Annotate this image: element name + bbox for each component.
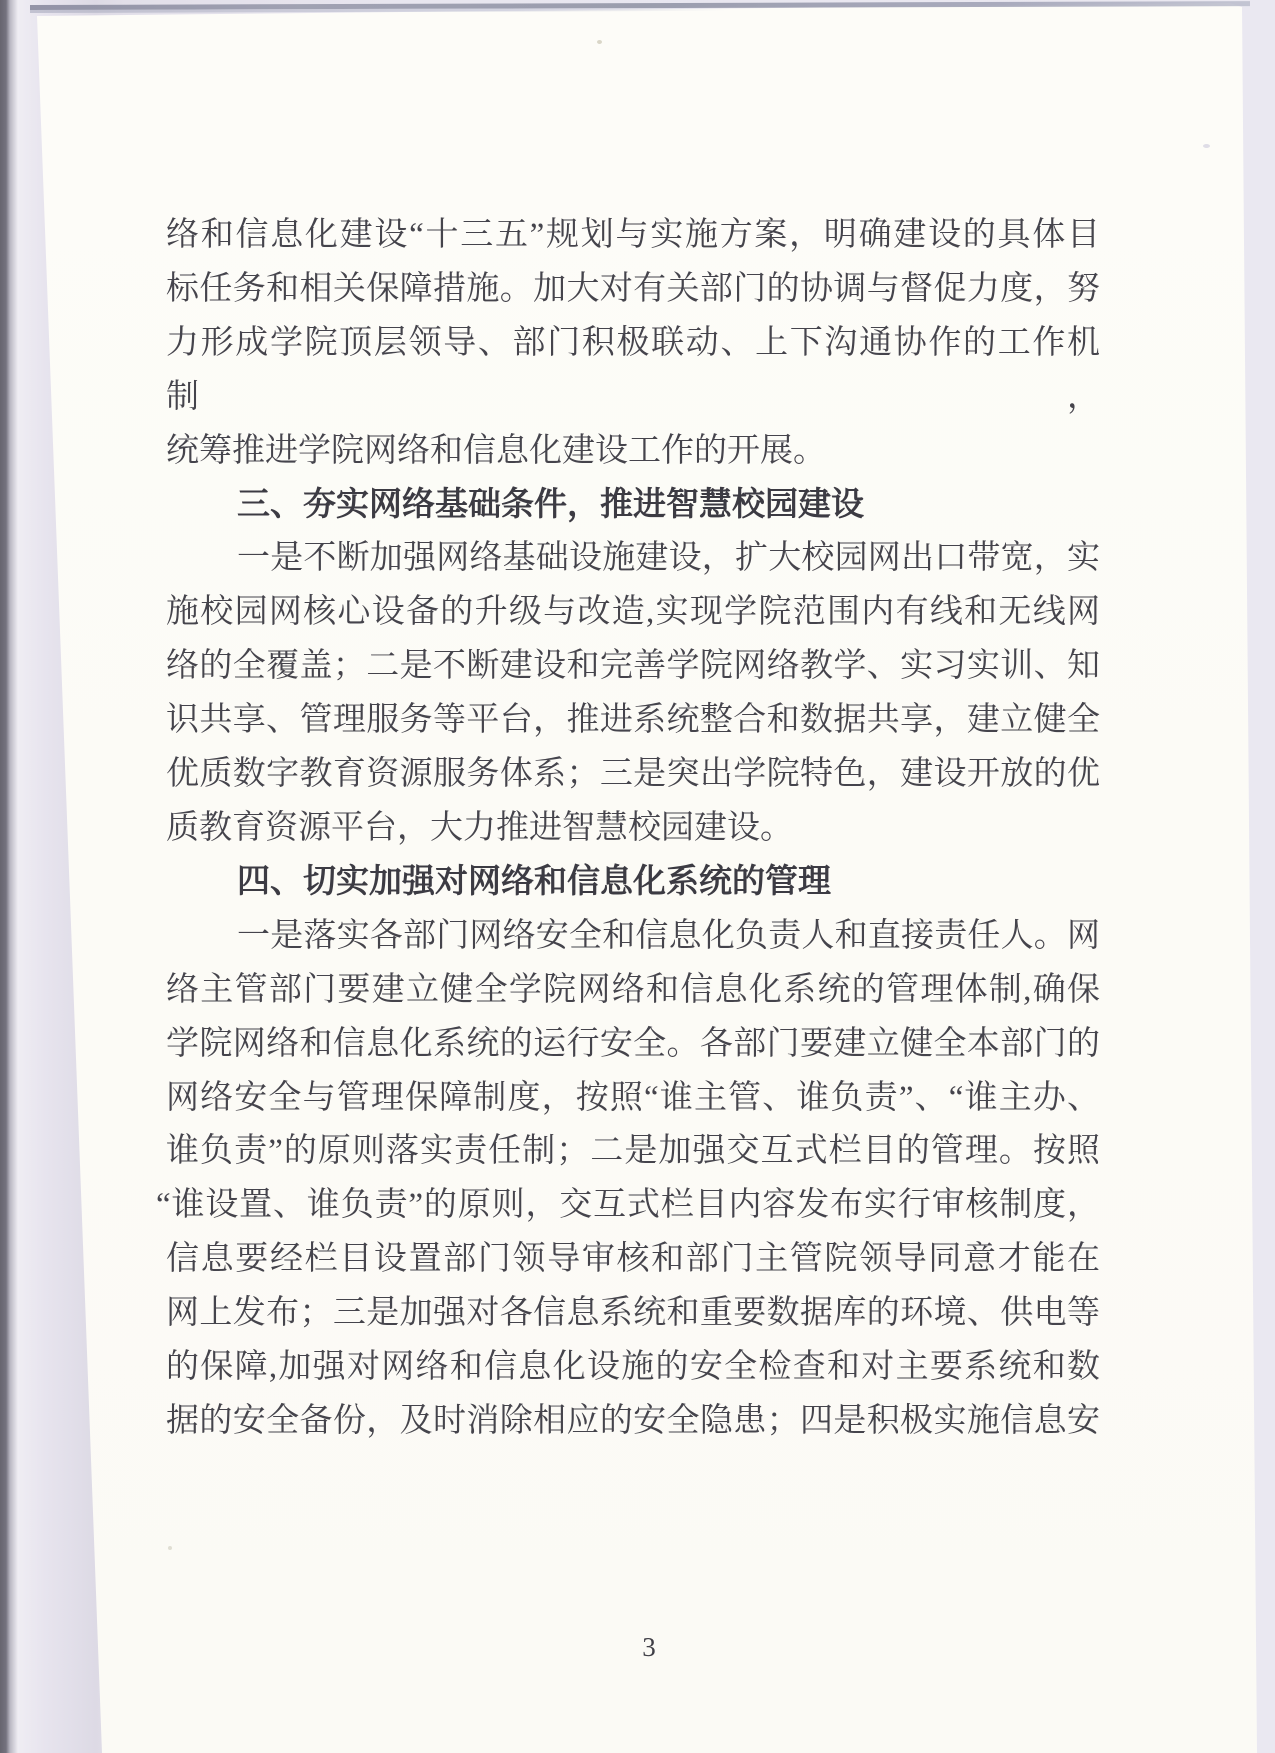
text-line: 统筹推进学院网络和信息化建设工作的开展。 xyxy=(166,432,826,469)
text-line: 学院网络和信息化系统的运行安全。各部门要建立健全本部门的 xyxy=(166,1025,1100,1062)
text-line: 据的安全备份，及时消除相应的安全隐患；四是积极实施信息安 xyxy=(166,1402,1100,1439)
text-line: 力形成学院顶层领导、部门积极联动、上下沟通协作的工作机制， xyxy=(166,324,1100,415)
text-line: 一是落实各部门网络安全和信息化负责人和直接责任人。网 xyxy=(237,917,1100,954)
section-heading-3: 三、夯实网络基础条件，推进智慧校园建设 xyxy=(237,486,864,523)
text-line: 识共享、管理服务等平台，推进系统整合和数据共享，建立健全 xyxy=(166,702,1100,739)
scan-speck xyxy=(1203,144,1210,148)
text-line: 施校园网核心设备的升级与改造,实现学院范围内有线和无线网 xyxy=(166,594,1100,631)
text-line: 质教育资源平台，大力推进智慧校园建设。 xyxy=(166,809,793,846)
text-line: 网络安全与管理保障制度，按照“谁主管、谁负责”、“谁主办、 xyxy=(166,1079,1100,1116)
text-line: 络和信息化建设“十三五”规划与实施方案，明确建设的具体目 xyxy=(166,217,1100,253)
document-text-block xyxy=(156,209,1100,1449)
text-line: 一是不断加强网络基础设施建设，扩大校园网出口带宽，实 xyxy=(237,540,1100,577)
scan-speck xyxy=(168,1546,172,1550)
text-line: 优质数字教育资源服务体系；三是突出学院特色，建设开放的优 xyxy=(166,756,1100,793)
scan-speck xyxy=(597,40,602,44)
text-line: 络的全覆盖；二是不断建设和完善学院网络教学、实习实训、知 xyxy=(166,648,1100,685)
text-line: 络主管部门要建立健全学院网络和信息化系统的管理体制,确保 xyxy=(166,971,1100,1008)
text-line: “谁设置、谁负责”的原则，交互式栏目内容发布实行审核制度， xyxy=(156,1187,1100,1224)
text-line: 标任务和相关保障措施。加大对有关部门的协调与督促力度，努 xyxy=(166,270,1100,307)
text-line: 信息要经栏目设置部门领导审核和部门主管院领导同意才能在 xyxy=(166,1241,1100,1278)
text-line: 的保障,加强对网络和信息化设施的安全检查和对主要系统和数 xyxy=(166,1349,1100,1386)
page-number: 3 xyxy=(642,1632,656,1662)
section-heading-4: 四、切实加强对网络和信息化系统的管理 xyxy=(237,863,831,900)
text-line: 谁负责”的原则落实责任制；二是加强交互式栏目的管理。按照 xyxy=(166,1133,1100,1170)
text-line: 网上发布；三是加强对各信息系统和重要数据库的环境、供电等 xyxy=(166,1295,1100,1332)
